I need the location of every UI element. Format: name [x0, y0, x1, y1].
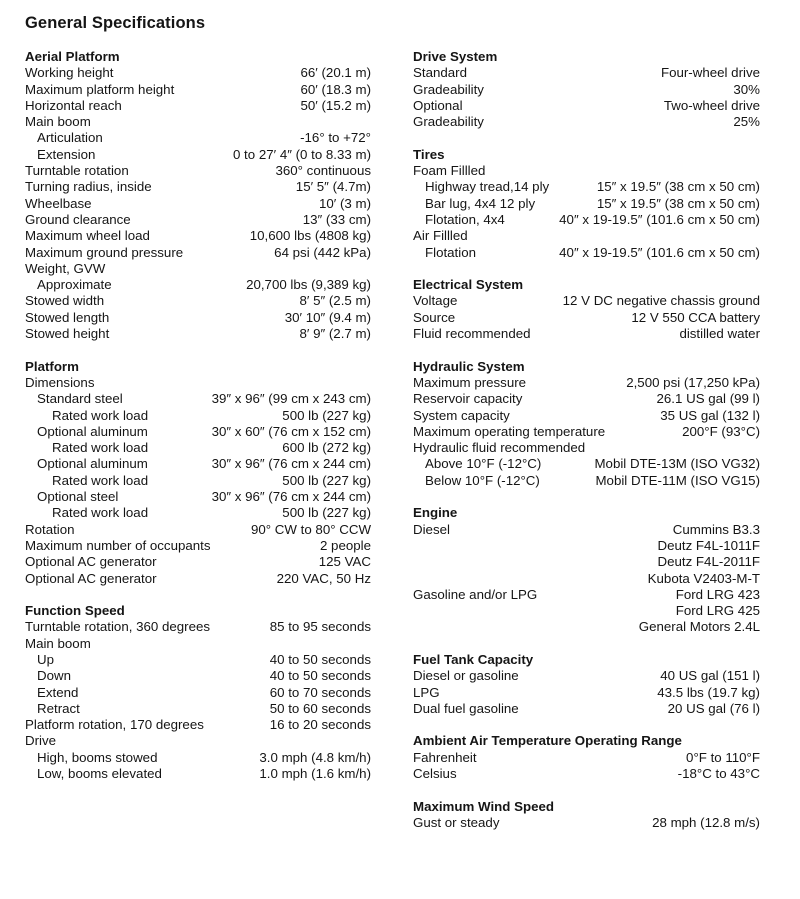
- section-heading-ambient-air-temperature-operating-range: Ambient Air Temperature Operating Range: [413, 733, 682, 749]
- section-electrical-system: [413, 277, 760, 342]
- spec-value: 50 to 60 seconds: [269, 700, 371, 716]
- spec-row: [25, 701, 371, 717]
- spec-value: 3.0 mph (4.8 km/h): [259, 749, 371, 765]
- spec-value: Deutz F4L-1011F: [657, 537, 760, 553]
- spec-row: [413, 619, 760, 635]
- spec-row: [25, 277, 371, 293]
- spec-row: [25, 196, 371, 212]
- spec-label: Source: [413, 309, 456, 325]
- spec-value: Two-wheel drive: [663, 97, 760, 113]
- spec-value: 8′ 5″ (2.5 m): [299, 293, 371, 309]
- section-maximum-wind-speed: [413, 799, 760, 832]
- spec-label: Diesel: [413, 521, 450, 537]
- section-drive-system: [413, 49, 760, 130]
- spec-row: [413, 163, 760, 179]
- section-function-speed: [25, 603, 371, 782]
- spec-row: [25, 619, 371, 635]
- spec-value: Kubota V2403-M-T: [647, 570, 760, 586]
- section-platform: [25, 359, 371, 587]
- section-heading-aerial-platform: Aerial Platform: [25, 49, 120, 64]
- spec-label: Weight, GVW: [25, 260, 106, 276]
- spec-columns: [25, 49, 760, 831]
- spec-value: 125 VAC: [318, 554, 371, 570]
- spec-row: [413, 424, 760, 440]
- spec-row: [25, 408, 371, 424]
- spec-value: 600 lb (272 kg): [282, 440, 371, 456]
- spec-value: 2 people: [319, 537, 371, 553]
- spec-value: 16 to 20 seconds: [269, 717, 371, 733]
- spec-row: [413, 245, 760, 261]
- spec-label: Articulation: [37, 130, 103, 146]
- spec-label: LPG: [413, 684, 440, 700]
- spec-row: [25, 65, 371, 81]
- spec-value: 30″ x 60″ (76 cm x 152 cm): [211, 423, 371, 439]
- spec-row: [413, 668, 760, 684]
- section-heading-hydraulic-system: Hydraulic System: [413, 358, 525, 374]
- spec-row: [25, 375, 371, 391]
- spec-row: [25, 636, 371, 652]
- spec-value: General Motors 2.4L: [638, 619, 760, 635]
- spec-label: Optional: [413, 97, 463, 113]
- spec-value: 12 V 550 CCA battery: [631, 309, 760, 325]
- spec-row: [25, 130, 371, 146]
- spec-value: 500 lb (227 kg): [282, 407, 371, 423]
- spec-label: Gust or steady: [413, 814, 500, 830]
- spec-label: Hydraulic fluid recommended: [413, 440, 586, 456]
- spec-value: 50′ (15.2 m): [300, 97, 371, 113]
- spec-value: 30′ 10″ (9.4 m): [284, 309, 371, 325]
- spec-value: 25%: [733, 114, 760, 130]
- spec-label: Standard: [413, 65, 467, 81]
- spec-value: 30″ x 96″ (76 cm x 244 cm): [211, 489, 371, 505]
- spec-row: [413, 391, 760, 407]
- spec-value: 40″ x 19-19.5″ (101.6 cm x 50 cm): [559, 244, 760, 260]
- spec-row: [25, 228, 371, 244]
- spec-label: Extension: [37, 146, 96, 162]
- spec-value: 35 US gal (132 l): [660, 407, 760, 423]
- spec-value: 64 psi (442 kPa): [274, 244, 371, 260]
- spec-row: [25, 245, 371, 261]
- spec-label: Celsius: [413, 766, 457, 782]
- spec-label: Maximum pressure: [413, 374, 527, 390]
- spec-value: 12 V DC negative chassis ground: [562, 293, 760, 309]
- spec-label: Stowed width: [25, 293, 105, 309]
- spec-value: Deutz F4L-2011F: [657, 554, 760, 570]
- spec-value: Ford LRG 423: [675, 586, 760, 602]
- spec-label: Optional AC generator: [25, 554, 157, 570]
- spec-label: Gasoline and/or LPG: [413, 586, 538, 602]
- section-heading-engine: Engine: [413, 505, 458, 521]
- spec-value: Mobil DTE-13M (ISO VG32): [594, 456, 760, 472]
- spec-label: Rated work load: [52, 440, 149, 456]
- spec-label: Fluid recommended: [413, 326, 531, 342]
- spec-label: Optional aluminum: [37, 456, 148, 472]
- spec-label: Bar lug, 4x4 12 ply: [425, 195, 536, 211]
- spec-row: [25, 261, 371, 277]
- spec-value: 20 US gal (76 l): [667, 700, 760, 716]
- spec-row: [413, 82, 760, 98]
- spec-row: [25, 473, 371, 489]
- section-heading-drive-system: Drive System: [413, 49, 498, 64]
- section-heading-fuel-tank-capacity: Fuel Tank Capacity: [413, 651, 534, 667]
- spec-row: [413, 196, 760, 212]
- spec-row: [413, 212, 760, 228]
- spec-row: [413, 554, 760, 570]
- spec-label: High, booms stowed: [37, 749, 158, 765]
- spec-row: [413, 310, 760, 326]
- spec-label: Gradeability: [413, 81, 484, 97]
- spec-row: [25, 212, 371, 228]
- section-heading-function-speed: Function Speed: [25, 603, 125, 619]
- spec-value: 10,600 lbs (4808 kg): [249, 228, 371, 244]
- spec-row: [413, 587, 760, 603]
- spec-label: Optional steel: [37, 489, 119, 505]
- spec-label: Working height: [25, 65, 114, 81]
- spec-value: 85 to 95 seconds: [269, 619, 371, 635]
- spec-label: Rated work load: [52, 407, 149, 423]
- spec-label: Main boom: [25, 114, 91, 130]
- spec-row: [413, 522, 760, 538]
- spec-value: 15″ x 19.5″ (38 cm x 50 cm): [596, 179, 760, 195]
- spec-row: [413, 571, 760, 587]
- spec-value: 13″ (33 cm): [302, 211, 371, 227]
- spec-value: 0°F to 110°F: [686, 749, 760, 765]
- spec-row: [25, 717, 371, 733]
- spec-value: 20,700 lbs (9,389 kg): [246, 277, 371, 293]
- spec-row: [25, 750, 371, 766]
- spec-label: Down: [37, 668, 71, 684]
- spec-value: 15′ 5″ (4.7m): [295, 179, 371, 195]
- spec-row: [25, 179, 371, 195]
- spec-label: Optional AC generator: [25, 570, 157, 586]
- spec-label: Dimensions: [25, 374, 95, 390]
- spec-value: 0 to 27′ 4″ (0 to 8.33 m): [232, 146, 371, 162]
- spec-row: [413, 603, 760, 619]
- spec-row: [25, 668, 371, 684]
- spec-label: Below 10°F (-12°C): [425, 472, 540, 488]
- spec-row: [413, 179, 760, 195]
- spec-row: [413, 65, 760, 81]
- spec-row: [25, 571, 371, 587]
- spec-value: 40 to 50 seconds: [269, 668, 371, 684]
- spec-row: [413, 326, 760, 342]
- spec-value: 39″ x 96″ (99 cm x 243 cm): [211, 391, 371, 407]
- spec-label: Highway tread,14 ply: [425, 179, 550, 195]
- spec-label: Turntable rotation: [25, 163, 129, 179]
- spec-label: System capacity: [413, 407, 510, 423]
- spec-label: Rated work load: [52, 472, 149, 488]
- spec-label: Extend: [37, 684, 79, 700]
- spec-label: Voltage: [413, 293, 458, 309]
- spec-value: 40 to 50 seconds: [269, 651, 371, 667]
- spec-row: [25, 733, 371, 749]
- spec-row: [413, 815, 760, 831]
- spec-value: 8′ 9″ (2.7 m): [299, 326, 371, 342]
- spec-label: Reservoir capacity: [413, 391, 523, 407]
- spec-value: 500 lb (227 kg): [282, 505, 371, 521]
- spec-value: -16° to +72°: [300, 130, 371, 146]
- spec-label: Maximum wheel load: [25, 228, 150, 244]
- section-hydraulic-system: [413, 359, 760, 489]
- spec-label: Maximum platform height: [25, 81, 175, 97]
- spec-value: 1.0 mph (1.6 km/h): [259, 766, 371, 782]
- spec-label: Turning radius, inside: [25, 179, 152, 195]
- spec-label: Standard steel: [37, 391, 123, 407]
- spec-row: [25, 554, 371, 570]
- spec-label: Maximum operating temperature: [413, 423, 606, 439]
- spec-value: 26.1 US gal (99 l): [656, 391, 760, 407]
- spec-row: [25, 114, 371, 130]
- spec-label: Low, booms elevated: [37, 766, 162, 782]
- section-ambient-air-temperature-operating-range: [413, 733, 760, 782]
- spec-label: Platform rotation, 170 degrees: [25, 717, 204, 733]
- section-aerial-platform: [25, 49, 371, 342]
- spec-value: 90° CW to 80° CCW: [251, 521, 371, 537]
- spec-label: Maximum ground pressure: [25, 244, 184, 260]
- spec-value: 60 to 70 seconds: [269, 684, 371, 700]
- spec-label: Rated work load: [52, 505, 149, 521]
- spec-row: [413, 685, 760, 701]
- spec-value: Cummins B3.3: [672, 521, 760, 537]
- spec-value: 500 lb (227 kg): [282, 472, 371, 488]
- spec-label: Flotation: [425, 244, 476, 260]
- spec-value: 200°F (93°C): [682, 423, 760, 439]
- spec-label: Gradeability: [413, 114, 484, 130]
- spec-label: Air Fillled: [413, 228, 468, 244]
- spec-row: [25, 456, 371, 472]
- spec-row: [413, 538, 760, 554]
- spec-value: distilled water: [679, 326, 760, 342]
- spec-label: Diesel or gasoline: [413, 668, 519, 684]
- spec-label: Approximate: [37, 277, 112, 293]
- spec-value: 66′ (20.1 m): [300, 65, 371, 81]
- spec-row: [25, 424, 371, 440]
- spec-value: Ford LRG 425: [675, 603, 760, 619]
- spec-value: 10′ (3 m): [319, 195, 371, 211]
- spec-label: Foam Fillled: [413, 163, 486, 179]
- spec-row: [25, 147, 371, 163]
- spec-value: 2,500 psi (17,250 kPa): [626, 374, 760, 390]
- right-column: [413, 49, 760, 831]
- spec-label: Rotation: [25, 521, 75, 537]
- spec-value: 360° continuous: [275, 163, 371, 179]
- spec-label: Flotation, 4x4: [425, 211, 505, 227]
- spec-value: Four-wheel drive: [660, 65, 760, 81]
- spec-label: Above 10°F (-12°C): [425, 456, 542, 472]
- spec-row: [413, 750, 760, 766]
- spec-value: 43.5 lbs (19.7 kg): [657, 684, 760, 700]
- spec-row: [25, 293, 371, 309]
- spec-value: 40 US gal (151 l): [660, 668, 760, 684]
- spec-label: Horizontal reach: [25, 97, 122, 113]
- spec-label: Turntable rotation, 360 degrees: [25, 619, 211, 635]
- section-heading-electrical-system: Electrical System: [413, 277, 524, 293]
- spec-row: [413, 228, 760, 244]
- spec-row: [25, 326, 371, 342]
- spec-label: Retract: [37, 700, 80, 716]
- spec-value: 30%: [733, 81, 760, 97]
- section-fuel-tank-capacity: [413, 652, 760, 717]
- spec-row: [25, 505, 371, 521]
- spec-label: Maximum number of occupants: [25, 537, 211, 553]
- page-title: General Specifications: [25, 14, 206, 32]
- spec-row: [25, 489, 371, 505]
- spec-row: [413, 456, 760, 472]
- spec-row: [413, 375, 760, 391]
- left-column: [25, 49, 371, 782]
- spec-value: -18°C to 43°C: [677, 766, 760, 782]
- spec-row: [25, 538, 371, 554]
- spec-value: 28 mph (12.8 m/s): [652, 814, 760, 830]
- section-heading-platform: Platform: [25, 358, 79, 374]
- spec-row: [25, 652, 371, 668]
- spec-row: [25, 766, 371, 782]
- spec-label: Fahrenheit: [413, 749, 477, 765]
- spec-label: Stowed height: [25, 326, 110, 342]
- spec-label: Main boom: [25, 635, 91, 651]
- spec-row: [413, 293, 760, 309]
- spec-label: Wheelbase: [25, 195, 92, 211]
- spec-row: [25, 522, 371, 538]
- spec-row: [25, 82, 371, 98]
- spec-row: [413, 473, 760, 489]
- spec-row: [413, 440, 760, 456]
- section-engine: [413, 505, 760, 635]
- spec-row: [25, 310, 371, 326]
- spec-label: Dual fuel gasoline: [413, 700, 519, 716]
- spec-row: [25, 440, 371, 456]
- spec-label: Up: [37, 651, 54, 667]
- spec-value: 30″ x 96″ (76 cm x 244 cm): [211, 456, 371, 472]
- section-heading-maximum-wind-speed: Maximum Wind Speed: [413, 798, 554, 814]
- spec-row: [413, 408, 760, 424]
- spec-row: [413, 98, 760, 114]
- spec-label: Stowed length: [25, 309, 110, 325]
- spec-value: 40″ x 19-19.5″ (101.6 cm x 50 cm): [559, 211, 760, 227]
- spec-value: 60′ (18.3 m): [300, 81, 371, 97]
- spec-value: 220 VAC, 50 Hz: [276, 570, 371, 586]
- spec-value: 15″ x 19.5″ (38 cm x 50 cm): [596, 195, 760, 211]
- spec-row: [413, 114, 760, 130]
- section-tires: [413, 147, 760, 261]
- spec-label: Ground clearance: [25, 211, 131, 227]
- spec-label: Drive: [25, 733, 57, 749]
- spec-row: [25, 685, 371, 701]
- section-heading-tires: Tires: [413, 146, 445, 162]
- spec-value: Mobil DTE-11M (ISO VG15): [595, 472, 760, 488]
- spec-row: [25, 163, 371, 179]
- spec-label: Optional aluminum: [37, 423, 148, 439]
- spec-row: [25, 98, 371, 114]
- spec-row: [25, 391, 371, 407]
- spec-row: [413, 701, 760, 717]
- spec-row: [413, 766, 760, 782]
